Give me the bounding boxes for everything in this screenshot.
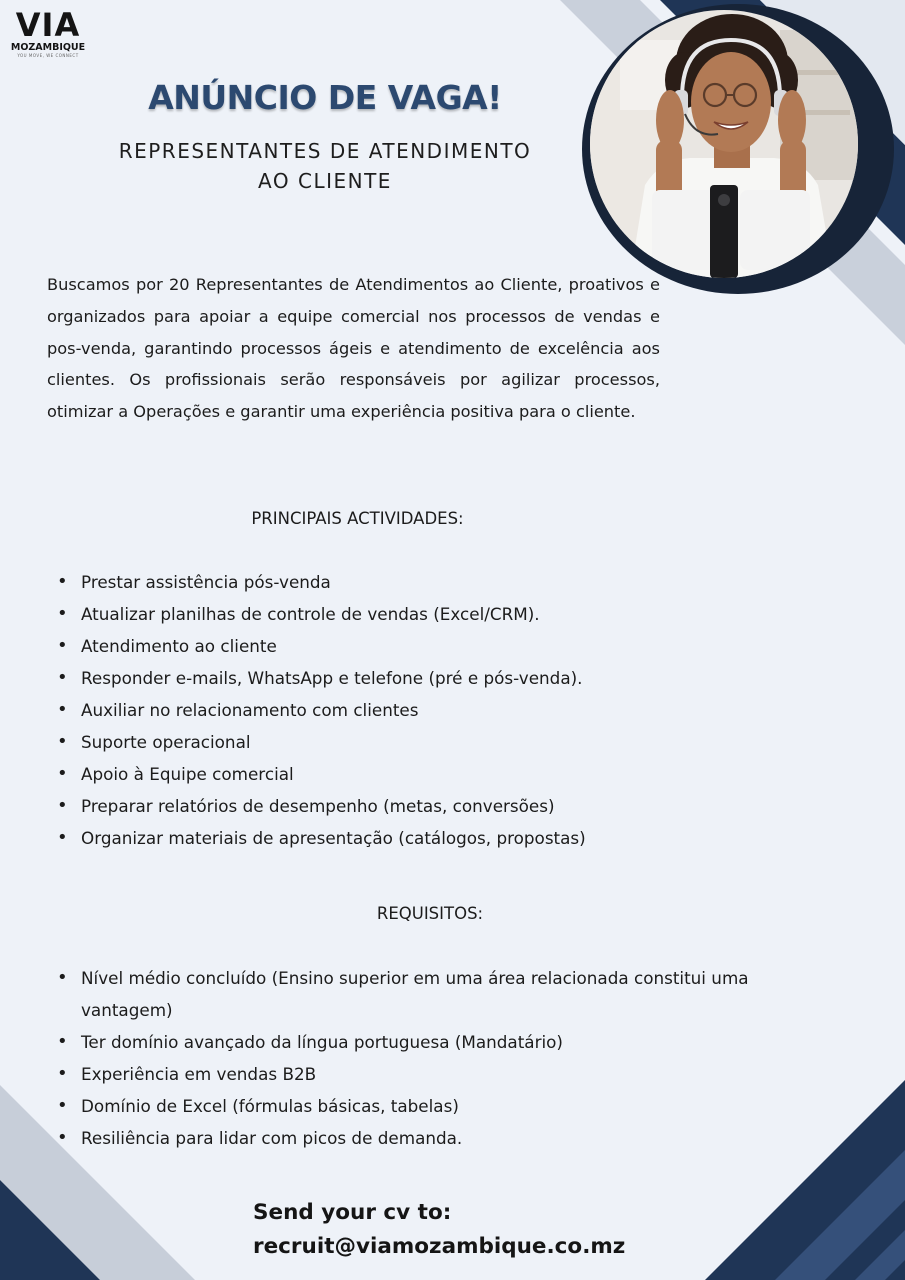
company-logo xyxy=(10,8,86,59)
list-item: • Domínio de Excel (fórmulas básicas, tabelas) xyxy=(47,1090,837,1122)
list-item: • Nível médio concluído (Ensino superior em uma área relacionada constitui uma vantagem) xyxy=(47,962,837,1026)
job-subtitle-line2: AO CLIENTE xyxy=(258,169,392,193)
list-item: • Preparar relatórios de desempenho (metas, conversões) xyxy=(47,790,787,822)
logo-tagline: YOU MOVE, WE CONNECT xyxy=(17,53,79,58)
requirements-list xyxy=(47,962,837,1154)
job-subtitle xyxy=(80,136,570,196)
intro-text: Buscamos por 20 Representantes de Atendimentos ao Cliente, proativos e organizados para apoiar a equipe comercial nos processos de vendas e pos-venda, garantindo processos ágeis e atendimento de excelência aos clientes. Os profissionais serão responsáveis por agilizar processos, otimizar a Operações e garantir uma experiência positiva para o cliente. xyxy=(47,275,660,422)
cta-label: Send your cv to: xyxy=(253,1200,452,1225)
activities-heading: PRINCIPAIS ACTIVIDADES: xyxy=(251,509,464,528)
job-subtitle-line1: REPRESENTANTES DE ATENDIMENTO xyxy=(118,139,532,163)
list-item: • Resiliência para lidar com picos de demanda. xyxy=(47,1122,837,1154)
contact-cta xyxy=(253,1196,625,1264)
list-item: • Ter domínio avançado da língua portuguesa (Mandatário) xyxy=(47,1026,837,1058)
intro-paragraph xyxy=(47,269,660,428)
logo-name: VIA xyxy=(15,6,81,44)
agent-photo xyxy=(590,10,858,278)
logo-sub: MOZAMBIQUE xyxy=(10,42,86,53)
cta-email[interactable]: recruit@viamozambique.co.mz xyxy=(253,1234,626,1259)
customer-service-agent-illustration xyxy=(590,10,858,278)
list-item: • Apoio à Equipe comercial xyxy=(47,758,787,790)
list-item: • Experiência em vendas B2B xyxy=(47,1058,837,1090)
list-item: • Suporte operacional xyxy=(47,726,787,758)
list-item: • Atualizar planilhas de controle de vendas (Excel/CRM). xyxy=(47,598,787,630)
list-item: • Responder e-mails, WhatsApp e telefone (pré e pós-venda). xyxy=(47,662,787,694)
activities-list xyxy=(47,566,787,854)
list-item: • Auxiliar no relacionamento com clientes xyxy=(47,694,787,726)
list-item: • Atendimento ao cliente xyxy=(47,630,787,662)
list-item: • Prestar assistência pós-venda xyxy=(47,566,787,598)
list-item: • Organizar materiais de apresentação (catálogos, propostas) xyxy=(47,822,787,854)
page-title: ANÚNCIO DE VAGA! xyxy=(148,78,502,117)
requirements-heading: REQUISITOS: xyxy=(376,904,484,923)
